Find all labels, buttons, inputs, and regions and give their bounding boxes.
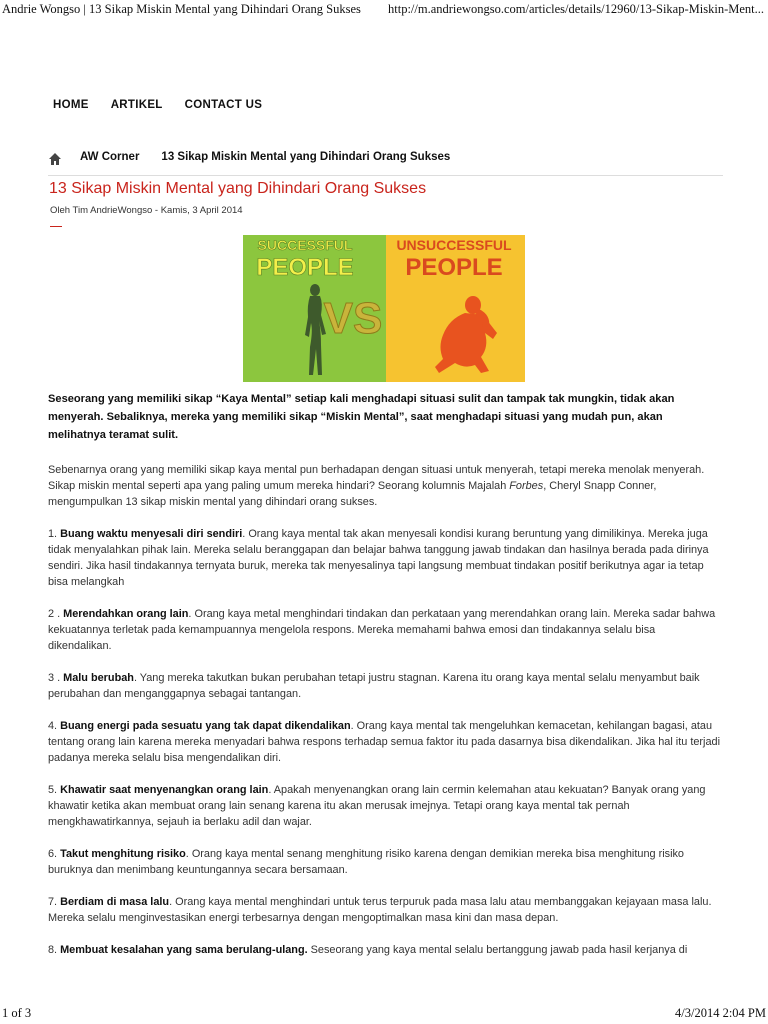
article-lead: Seseorang yang memiliki sikap “Kaya Mental” setiap kali menghadapi situasi sulit dan tampak tak mungkin, tidak akan menyerah. Sebaliknya, mereka yang memiliki sikap “Miskin Mental”, saat menghadapi situasi yang mudah pun, akan melihatnya teramat sulit. — [48, 393, 675, 441]
hero-vs-text: VS — [323, 294, 383, 343]
point-text: . Orang kaya mental tak akan menyesali kondisi kurang beruntung yang dimilikinya. Mereka juga tidak menyalahkan pihak lain. Mereka selalu beranggapan dan belajar bahwa tanggung jawab tindakan dan hasilnya berada pada dirinya sendiri. Jika hasil tindakannya ternyata buruk, mereka tak menyesalinya tapi langsung membuat tindakan positif berikutnya agar ia tetap bisa melangkah — [48, 528, 709, 588]
point-heading: Khawatir saat menyenangkan orang lain — [60, 784, 269, 796]
point-heading: Membuat kesalahan yang sama berulang-ulang. — [60, 944, 308, 956]
intro-text-1: Sebenarnya orang yang memiliki sikap kaya mental pun berhadapan dengan situasi untuk menyerah, tetapi mereka menolak menyerah. Sikap miskin mental seperti apa yang paling umum mereka hindari? Seorang kolumnis Majalah — [48, 464, 705, 492]
breadcrumb-aw-corner[interactable]: AW Corner — [80, 151, 140, 163]
print-footer — [0, 1002, 768, 1024]
point-text: . Orang kaya metal menghindari tindakan dan perkataan yang merendahkan orang lain. Mereka sadar bahwa kekuatannya terletak pada kemampuannya mengelola respons. Mereka memahami bahwa emosi dan tindakannya selalu bisa dikendalikan. — [48, 608, 716, 652]
home-icon[interactable] — [48, 152, 62, 166]
main-nav — [53, 99, 284, 111]
article-byline: Oleh Tim AndrieWongso - Kamis, 3 April 2014 — [50, 205, 243, 216]
hero-image — [243, 235, 525, 382]
point-number: 5. — [48, 784, 61, 796]
point-text: . Apakah menyenangkan orang lain cermin kelemahan atau kekuatan? Banyak orang yang khawatir ketika akan membuat orang lain senang karena itu akan merusak imejnya. Tetapi orang kaya mental tak pernah mengkhawatirkannya, sejauh ia berlaku adil dan wajar. — [48, 784, 706, 828]
point-number: 4. — [48, 720, 61, 732]
print-page-url: http://m.andriewongso.com/articles/details/12960/13-Sikap-Miskin-Ment... — [388, 2, 764, 16]
list-item — [48, 526, 720, 590]
point-number: 3 . — [48, 672, 64, 684]
point-text: . Orang kaya mental menghindari untuk terus terpuruk pada masa lalu atau membanggakan kejayaan masa lalu. Mereka selalu menginvestasikan energi terbesarnya dengan mengoptimalkan masa kini dan masa depan. — [48, 896, 712, 924]
list-item — [48, 670, 720, 702]
print-datetime: 4/3/2014 2:04 PM — [675, 1006, 766, 1020]
point-text: . Orang kaya mental senang menghitung risiko karena dengan demikian mereka bisa menghitung risiko buruknya dan menimbang keuntungannya secara bersamaan. — [48, 848, 684, 876]
article-body — [48, 390, 720, 974]
point-heading: Buang energi pada sesuatu yang tak dapat dikendalikan — [60, 720, 351, 732]
list-item — [48, 942, 720, 958]
list-item — [48, 718, 720, 766]
breadcrumb — [48, 151, 723, 176]
point-number: 1. — [48, 528, 61, 540]
intro-forbes: Forbes — [509, 480, 544, 492]
point-number: 7. — [48, 896, 61, 908]
print-header — [0, 0, 768, 20]
article-title: 13 Sikap Miskin Mental yang Dihindari Orang Sukses — [49, 180, 427, 197]
list-item — [48, 894, 720, 926]
point-heading: Merendahkan orang lain — [63, 608, 189, 620]
point-heading: Takut menghitung risiko — [60, 848, 186, 860]
point-text: . Orang kaya mental tak mengeluhkan kemacetan, kehilangan bagasi, atau tentang orang lain karena mereka menyadari bahwa respons terhadap semua faktor itu pada dasarnya bisa dikendalikan. Jika hal itu terjadi padanya mereka selalu bisa mengendalikan diri. — [48, 720, 720, 764]
list-item — [48, 846, 720, 878]
hero-right-top-text: UNSUCCESSFUL — [396, 237, 512, 253]
point-number: 8. — [48, 944, 61, 956]
title-divider — [50, 226, 62, 227]
breadcrumb-current: 13 Sikap Miskin Mental yang Dihindari Orang Sukses — [161, 151, 451, 163]
hero-left-top-text: SUCCESSFUL — [257, 237, 353, 253]
hero-left-bottom-text: PEOPLE — [256, 254, 354, 281]
list-item — [48, 606, 720, 654]
point-number: 2 . — [48, 608, 64, 620]
nav-artikel-link[interactable]: ARTIKEL — [110, 99, 163, 111]
point-heading: Malu berubah — [63, 672, 134, 684]
point-number: 6. — [48, 848, 61, 860]
intro-text-2: , Cheryl Snapp Conner, mengumpulkan 13 sikap miskin mental yang dihindari orang sukses. — [48, 480, 657, 508]
article-intro — [48, 462, 720, 510]
point-text: . Yang mereka takutkan bukan perubahan tetapi justru stagnan. Karena itu orang kaya mental selalu menyambut baik perubahan dan menganggapnya sebagai tantangan. — [48, 672, 700, 700]
point-text: Seseorang yang kaya mental selalu bertanggung jawab pada hasil kerjanya di — [307, 944, 688, 956]
point-heading: Berdiam di masa lalu — [60, 896, 170, 908]
point-heading: Buang waktu menyesali diri sendiri — [60, 528, 243, 540]
hero-right-bottom-text: PEOPLE — [405, 254, 503, 281]
print-page-title: Andrie Wongso | 13 Sikap Miskin Mental yang Dihindari Orang Sukses — [2, 2, 361, 16]
list-item — [48, 782, 720, 830]
nav-home-link[interactable]: HOME — [53, 99, 89, 111]
print-page-number: 1 of 3 — [2, 1006, 32, 1020]
nav-contact-link[interactable]: CONTACT US — [184, 99, 263, 111]
